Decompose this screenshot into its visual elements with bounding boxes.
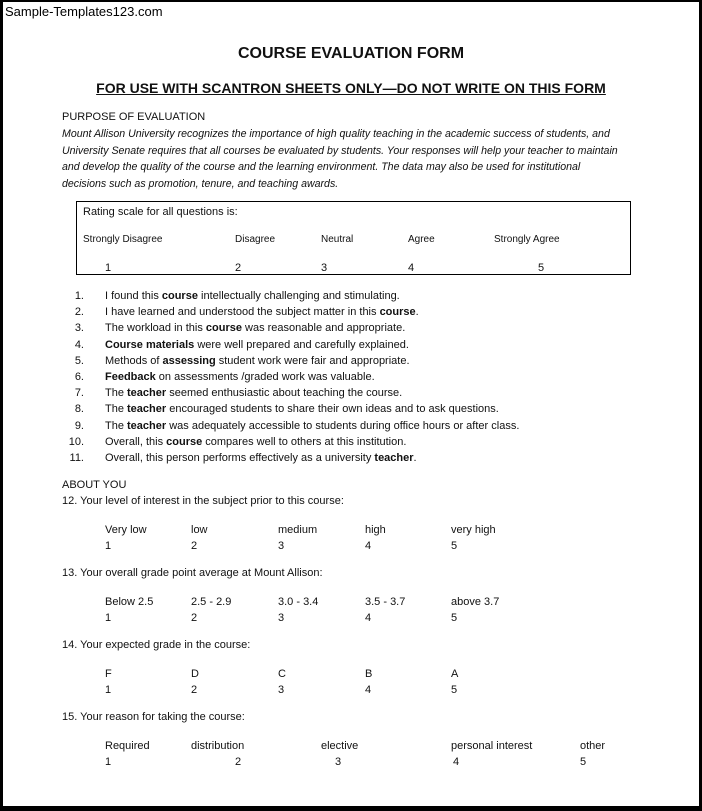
answer-value: 4 (365, 684, 372, 696)
question-fragment: was reasonable and appropriate. (241, 322, 406, 335)
question-fragment: Overall, this (105, 435, 167, 448)
answer-value: 4 (453, 756, 460, 768)
question-text (105, 338, 409, 352)
question-fragment: intellectually challenging and stimulating. (197, 290, 400, 302)
answer-option: C (278, 668, 286, 680)
question-number: 4. (74, 338, 84, 351)
question-text (105, 305, 419, 319)
question-emphasis: assessing (162, 354, 216, 367)
question-text (105, 289, 400, 303)
watermark: Sample-Templates123.com (5, 4, 163, 19)
rating-value: 2 (235, 262, 242, 274)
answer-option: other (580, 740, 606, 752)
answer-option: D (191, 668, 199, 680)
question-text (105, 435, 406, 449)
question-text (105, 370, 375, 384)
question-fragment: . (413, 452, 417, 464)
question-fragment: I found this (105, 290, 162, 302)
question-fragment: encouraged students to share their own ideas and to ask questions. (166, 403, 499, 416)
about-question: 14. Your expected grade in the course: (62, 639, 251, 651)
question-emphasis: course (205, 322, 242, 335)
question-emphasis: course (166, 435, 203, 448)
question-text (105, 354, 410, 368)
question-number: 9. (74, 419, 84, 432)
answer-value: 4 (365, 540, 372, 552)
question-number: 6. (74, 371, 84, 383)
answer-value: 5 (451, 684, 458, 696)
answer-option: 3.0 - 3.4 (278, 596, 319, 608)
answer-value: 3 (278, 540, 285, 552)
answer-option: B (365, 668, 373, 680)
question-fragment: was adequately accessible to students during office hours or after class. (166, 419, 520, 432)
answer-value: 5 (451, 612, 458, 624)
question-emphasis: teacher (127, 387, 167, 400)
answer-value: 3 (278, 684, 285, 696)
answer-option: Required (105, 740, 150, 752)
question-number: 10. (68, 435, 84, 448)
question-fragment: I have learned and understood the subject matter in this (105, 306, 380, 319)
answer-option: high (365, 524, 386, 536)
about-heading: ABOUT YOU (62, 479, 127, 491)
question-emphasis: course (161, 290, 198, 302)
rating-value: 3 (321, 262, 328, 274)
answer-value: 5 (580, 756, 587, 768)
answer-value: 3 (335, 756, 342, 768)
question-emphasis: Feedback (105, 371, 156, 383)
answer-value: 1 (105, 540, 112, 552)
question-emphasis: teacher (127, 403, 167, 416)
question-emphasis: teacher (374, 452, 414, 464)
question-emphasis: Course materials (105, 338, 195, 351)
answer-option: very high (451, 524, 496, 536)
question-fragment: student work were fair and appropriate. (215, 354, 410, 367)
answer-option: F (105, 668, 112, 680)
question-text (105, 451, 417, 465)
rating-value: 1 (105, 262, 112, 274)
answer-value: 2 (191, 684, 198, 696)
question-number: 3. (74, 322, 84, 335)
answer-option: 2.5 - 2.9 (191, 596, 232, 608)
question-number: 11. (69, 452, 84, 464)
rating-value: 5 (538, 262, 545, 274)
question-number: 2. (74, 306, 84, 319)
answer-value: 1 (105, 612, 112, 624)
answer-option: low (191, 524, 208, 536)
answer-option: elective (321, 740, 359, 752)
answer-option: 3.5 - 3.7 (365, 596, 406, 608)
question-fragment: Overall, this person performs effectively as a university (105, 452, 375, 464)
question-text (105, 402, 499, 416)
question-fragment: The workload in this (105, 322, 206, 335)
form-title: COURSE EVALUATION FORM (237, 45, 465, 62)
rating-caption: Rating scale for all questions is: (83, 206, 238, 218)
answer-value: 1 (105, 756, 112, 768)
question-emphasis: course (379, 306, 416, 319)
answer-option: Very low (105, 524, 147, 536)
rating-value: 4 (408, 262, 415, 274)
question-number: 5. (74, 354, 84, 367)
about-question: 12. Your level of interest in the subject prior to this course: (62, 495, 344, 507)
rating-label: Strongly Disagree (83, 234, 163, 245)
question-number: 8. (74, 403, 84, 416)
answer-value: 2 (235, 756, 242, 768)
answer-value: 5 (451, 540, 458, 552)
question-text (105, 386, 402, 400)
rating-label: Strongly Agree (494, 234, 560, 245)
purpose-heading: PURPOSE OF EVALUATION (62, 111, 206, 123)
rating-label: Agree (408, 234, 435, 245)
question-fragment: were well prepared and carefully explained. (194, 338, 409, 351)
answer-option: above 3.7 (451, 596, 500, 608)
purpose-text: Mount Allison University recognizes the importance of high quality teaching in the academic success of students, and University Senate requires that all courses be evaluated by students. Your responses will help your teacher to maintain and develop the quality of the course and the learning environment. The data may also be used for institutional decisions such as promotion, tenure, and teaching awards. (62, 128, 618, 190)
question-fragment: compares well to others at this institution. (202, 435, 407, 448)
question-fragment: The (105, 387, 128, 400)
document-page (3, 2, 699, 806)
question-fragment: The (105, 419, 128, 432)
answer-option: A (451, 668, 459, 680)
answer-option: personal interest (451, 740, 533, 752)
form-subtitle: FOR USE WITH SCANTRON SHEETS ONLY—DO NOT WRITE ON THIS FORM (96, 80, 606, 96)
about-question: 15. Your reason for taking the course: (62, 711, 245, 723)
answer-value: 2 (191, 540, 198, 552)
rating-label: Disagree (235, 234, 276, 245)
answer-option: distribution (191, 740, 245, 752)
question-fragment: on assessments /graded work was valuable. (155, 371, 375, 383)
answer-value: 2 (191, 612, 198, 624)
question-fragment: Methods of (105, 354, 163, 367)
answer-value: 3 (278, 612, 285, 624)
question-number: 1. (74, 290, 84, 302)
question-fragment: The (105, 403, 128, 416)
question-fragment: . (415, 306, 419, 319)
answer-option: Below 2.5 (105, 596, 154, 608)
answer-value: 4 (365, 612, 372, 624)
about-question: 13. Your overall grade point average at Mount Allison: (62, 567, 323, 579)
question-text (105, 419, 519, 433)
rating-label: Neutral (321, 234, 354, 245)
question-emphasis: teacher (127, 419, 167, 432)
answer-option: medium (278, 524, 318, 536)
question-number: 7. (74, 387, 84, 400)
question-fragment: seemed enthusiastic about teaching the course. (166, 387, 403, 400)
question-text (105, 321, 405, 335)
answer-value: 1 (105, 684, 112, 696)
